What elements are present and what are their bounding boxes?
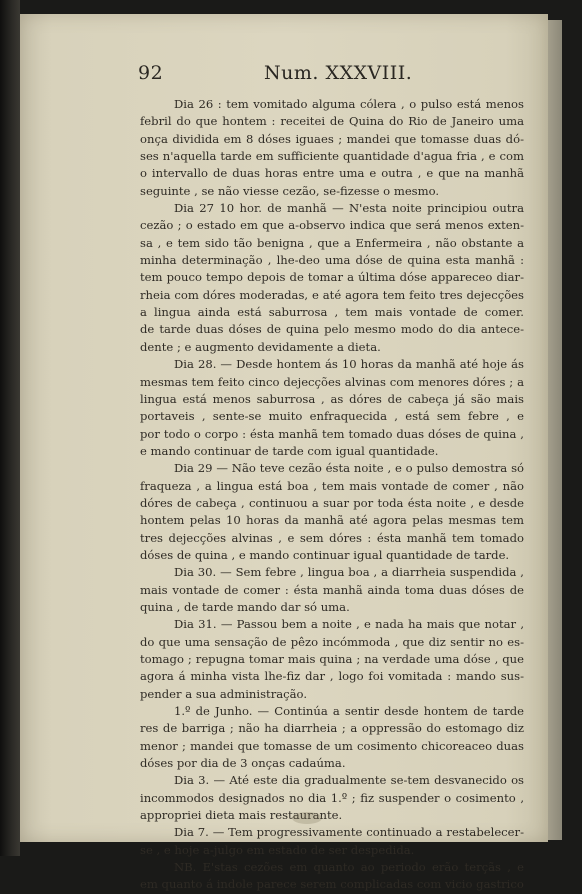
text-line: incommodos designados no dia 1.º ; fiz suspender o cosimento , bbox=[140, 790, 524, 805]
text-line: Dia 7. — Tem progressivamente continuado a restabelecer- bbox=[174, 825, 524, 840]
text-line: o intervallo de duas horas entre uma e outra , e que na manhã bbox=[140, 166, 524, 181]
text-line: pender a sua administração. bbox=[140, 686, 308, 701]
text-line: minha determinação , lhe-deo uma dóse de quina esta manhã : bbox=[140, 253, 524, 268]
text-line: res de barriga ; não ha diarrheia ; a oppressão do estomago diz bbox=[140, 721, 524, 736]
page-edge bbox=[548, 20, 562, 840]
running-title: Num. XXXVIII. bbox=[264, 62, 413, 84]
text-line: tomago ; repugna tomar mais quina ; na verdade uma dóse , que bbox=[140, 652, 524, 666]
paper-stain bbox=[292, 812, 322, 824]
text-line: Dia 31. — Passou bem a noite , e nada ha mais que notar , bbox=[174, 617, 524, 632]
text-line: e mando continuar de tarde com igual quantidade. bbox=[140, 443, 439, 458]
text-line: fraqueza , a lingua está boa , tem mais vontade de comer , não bbox=[140, 478, 524, 493]
text-line: onça dividida em 8 dóses iguaes ; mandei que tomasse duas dó- bbox=[140, 131, 524, 146]
text-line: quina , de tarde mando dar só uma. bbox=[140, 599, 350, 614]
text-line: rheia com dóres moderadas, e até agora tem feito tres dejecções bbox=[140, 287, 524, 302]
book-spine-shadow bbox=[0, 0, 20, 856]
page-number: 92 bbox=[138, 62, 164, 84]
text-line: hontem pelas 10 horas da manhã até agora pelas mesmas tem bbox=[140, 513, 524, 528]
text-line: portaveis , sente-se muito enfraquecida , está sem febre , e bbox=[140, 409, 524, 424]
text-line: Dia 27 10 hor. de manhã — N'esta noite principiou outra bbox=[174, 201, 524, 216]
text-line: febril do que hontem : receitei de Quina do Rio de Janeiro uma bbox=[140, 114, 524, 129]
text-line: em quanto á indole parece serem complicadas com vicio gastrico bbox=[140, 877, 524, 892]
text-line: por todo o corpo : ésta manhã tem tomado duas dóses de quina , bbox=[140, 426, 524, 441]
page-header bbox=[138, 62, 458, 88]
text-line: Dia 30. — Sem febre , lingua boa , a diarrheia suspendida , bbox=[174, 565, 524, 580]
text-line: 1.º de Junho. — Continúa a sentir desde hontem de tarde bbox=[174, 704, 524, 719]
text-line: mais vontade de comer : ésta manhã ainda toma duas dóses de bbox=[140, 582, 524, 597]
text-line: tem pouco tempo depois de tomar a última dóse appareceo diar- bbox=[140, 270, 524, 285]
text-line: ses n'aquella tarde em sufficiente quantidade d'agua fria , e com bbox=[140, 149, 524, 164]
text-line: menor ; mandei que tomasse de um cosimento chicoreaceo duas bbox=[140, 738, 524, 753]
text-line: NB. E'stas cezões em quanto ao periodo erão terçãs , e bbox=[174, 860, 524, 875]
text-line: cezão ; o estado em que a-observo indica que será menos exten- bbox=[140, 218, 524, 233]
text-line: appropriei dieta mais restaurante. bbox=[140, 808, 343, 823]
text-line: Dia 3. — Até este dia gradualmente se-tem desvanecido os bbox=[174, 773, 524, 788]
text-line: tres dejecções alvinas , e sem dóres : ésta manhã tem tomado bbox=[140, 530, 524, 545]
text-line: Dia 28. — Desde hontem ás 10 horas da manhã até hoje ás bbox=[174, 357, 524, 372]
text-line: sa , e tem sido tão benigna , que a Enfermeira , não obstante a bbox=[140, 235, 524, 250]
text-line: dóses de quina , e mando continuar igual quantidade de tarde. bbox=[140, 547, 510, 562]
text-line: lingua está menos saburrosa , as dóres de cabeça já são mais bbox=[140, 391, 524, 406]
text-line: agora á minha vista lhe-fiz dar , logo foi vomitada : mando sus- bbox=[140, 669, 524, 684]
text-line: de tarde duas dóses de quina pelo mesmo modo do dia antece- bbox=[140, 322, 524, 337]
text-line: Dia 26 : tem vomitado alguma cólera , o pulso está menos bbox=[174, 97, 524, 111]
text-line: se , e hoje a-julgo em estado de ser despedida. bbox=[140, 842, 415, 857]
text-line: dente ; e augmento devidamente a dieta. bbox=[140, 339, 381, 354]
text-line: dóses por dia de 3 onças cadaúma. bbox=[140, 756, 346, 771]
text-line: do que uma sensação de pêzo incómmoda , que diz sentir no es- bbox=[140, 634, 524, 649]
text-line: Dia 29 — Não teve cezão ésta noite , e o pulso demostra só bbox=[174, 461, 524, 476]
text-line: a lingua ainda está saburrosa , tem mais vontade de comer. bbox=[140, 305, 524, 320]
text-line: seguinte , se não viesse cezão, se-fizesse o mesmo. bbox=[140, 183, 440, 198]
text-line: dóres de cabeça , continuou a suar por toda ésta noite , e desde bbox=[140, 495, 524, 510]
text-line: mesmas tem feito cinco dejecções alvinas com menores dóres ; a bbox=[140, 374, 524, 389]
body-text bbox=[140, 96, 524, 894]
